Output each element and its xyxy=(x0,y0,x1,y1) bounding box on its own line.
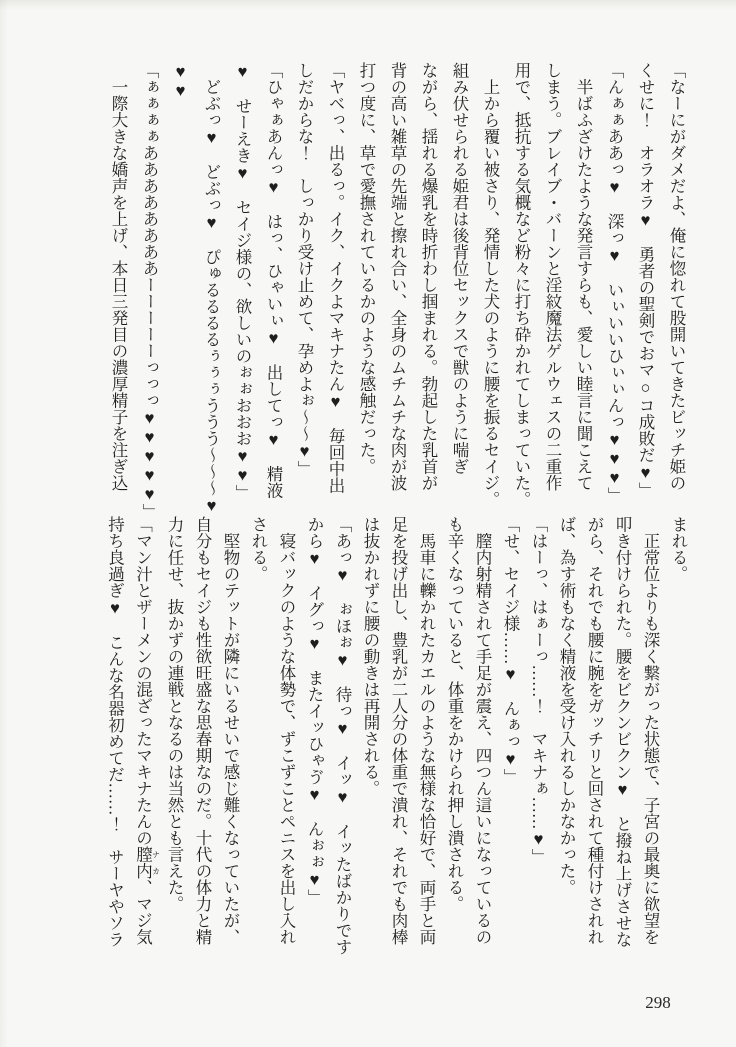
text-column: 半ばふざけたような発言すらも、愛しい睦言に聞こえて xyxy=(574,62,593,491)
text-column: 一際大きな嬌声を上げ、本日三発目の濃厚精子を注ぎ込 xyxy=(109,62,128,491)
text-column: ながら、揺れる爆乳を時折わし掴まれる。勃起した乳首が xyxy=(419,62,438,491)
text-column: から♥ イグっ♥ またイッひゃゔ♥ んぉぉ♥」 xyxy=(305,516,324,906)
text-column: 「ぁぁぁぁああああああああーーーーーっっっ♥♥♥♥♥」 xyxy=(140,62,159,520)
text-column: しだからな！ しっかり受け止めて、孕めよぉ～～♥」 xyxy=(295,62,314,477)
text-column: 「んぁぁああっ♥ 深っ♥ いぃいいひぃぃんっ♥♥♥」 xyxy=(605,62,624,504)
text-column: 堅物のテットが隣にいるせいで感じ難くなっていたが、 xyxy=(221,516,240,945)
text-column: される。 xyxy=(249,516,268,582)
text-column: 寝バックのような体勢で、ずこずことペニスを出し入れ xyxy=(277,516,296,945)
text-column: 用で、抵抗する気概など粉々に打ち砕かれてしまっていた。 xyxy=(512,62,531,508)
text-column: まれる。 xyxy=(669,516,688,582)
text-column: どぶっ♥ どぶっ♥ ぴゅるるるるぅぅぅううう～～～♥ xyxy=(202,62,221,515)
text-column: くせに！ オラオラ♥ 勇者の聖剣でおマ○コ成敗だ♥」 xyxy=(636,62,655,499)
text-column: は抜かれずに腰の動きは再開される。 xyxy=(361,516,380,797)
text-column: 「はーっ、はぁーっ……！ マキナぁ……♥」 xyxy=(529,516,548,865)
text-column: 叩き付けられた。腰をビクンビクン♥ と撥ね上げさせな xyxy=(613,516,632,948)
text-column: 上から覆い被さり、発情した犬のように腰を振るセイジ。 xyxy=(481,62,500,508)
text-column: 組み伏せられる姫君は後背位セックスで獣のように喘ぎ xyxy=(450,62,469,475)
text-column: 正常位よりも深く繋がった状態で、子宮の最奥に欲望を xyxy=(641,516,660,945)
text-column: 足を投げ出し、豊乳が二人分の体重で潰れ、それでも肉棒 xyxy=(389,516,408,945)
text-register-bottom xyxy=(101,516,693,966)
text-column: 「なーにがダメだよ、俺に惚れて股開いてきたビッチ姫の xyxy=(667,62,686,491)
furigana-annotated-word: 膣内 ナカ xyxy=(133,846,161,879)
text-column: も辛くなっていると、体重をかけられ押し潰される。 xyxy=(445,516,464,912)
text-column: ば、為す術もなく精液を受け入れるしかなかった。 xyxy=(557,516,576,896)
text-column: 膣内射精されて手足が震え、四つん這いになっているの xyxy=(473,516,492,945)
text-column: 「マン汁とザーメンの混ざったマキナたんの膣内 ナカ、マジ気 xyxy=(133,516,161,945)
text-column: 持ち良過ぎ♥ こんな名器初めてだ……！ サーヤやソラ xyxy=(105,516,125,948)
text-column: 「あっ♥ ぉほぉ♥ 待っ♥ イッ♥ イッたばかりです xyxy=(333,516,352,955)
text-register-top xyxy=(103,62,692,520)
page-number: 298 xyxy=(645,993,671,1012)
text-column: 「ヤベっ、出るっ。イク、イクよマキナたん♥ 毎回中出 xyxy=(326,62,345,494)
text-column: 「ひゃぁあんっ♥ はっ、ひゃいぃ♥ 出してっ♥ 精液 xyxy=(264,62,283,499)
text-column: ♥♥ xyxy=(171,62,190,100)
text-column: がら、それでも腰に腕をガッチリと回されて種付けされれ xyxy=(585,516,604,945)
text-column: 馬車に轢かれたカエルのような無様な恰好で、両手と両 xyxy=(417,516,436,945)
text-column: 自分もセイジも性欲旺盛な思春期なのだ。十代の体力と精 xyxy=(193,516,212,945)
text-column: 背の高い雑草の先端と擦れ合い、全身のムチムチな肉が波 xyxy=(388,62,407,491)
text-column: 打つ度に、草で愛撫されているかのような感触だった。 xyxy=(357,62,376,475)
text-column: ♥ せーえき♥ セイジ様の、欲しいのぉぉおおお♥♥」 xyxy=(233,62,252,501)
text-column: しまう。ブレイブ・バーンと淫紋魔法ゲルウェスの二重作 xyxy=(543,62,562,491)
text-column: 力に任せ、抜かずの連戦となるのは当然とも言えた。 xyxy=(165,516,184,912)
text-column: 「せ、セイジ様……♥ んぁっ♥」 xyxy=(501,516,520,785)
